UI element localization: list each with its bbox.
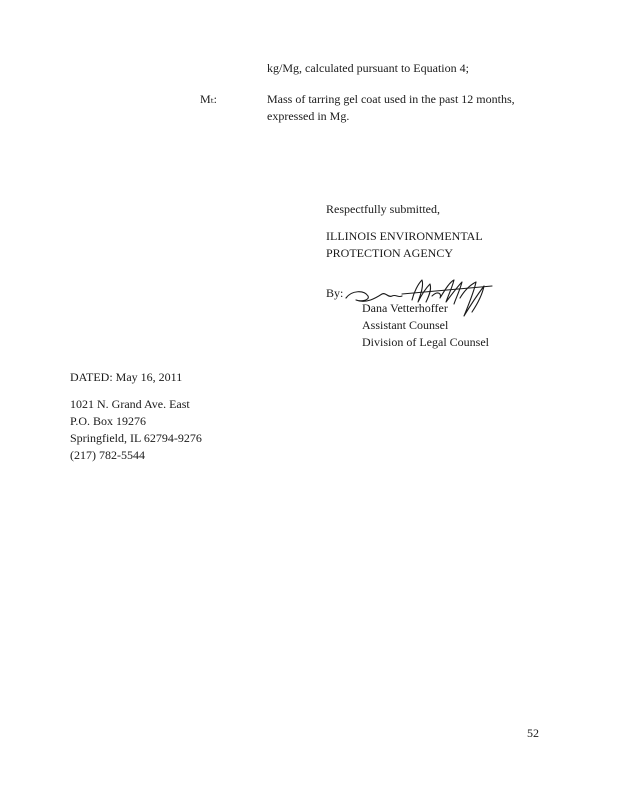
signer-title: Assistant Counsel [362, 318, 449, 332]
page-number: 52 [527, 726, 539, 740]
variable-definition [267, 91, 515, 125]
definition-continuation: kg/Mg, calculated pursuant to Equation 4; [267, 61, 469, 75]
variable-definition-line: expressed in Mg. [267, 109, 350, 123]
agency-name-line: PROTECTION AGENCY [326, 246, 454, 260]
address-street: 1021 N. Grand Ave. East [70, 397, 190, 411]
variable-definition-line: Mass of tarring gel coat used in the past 12 months, [267, 92, 515, 106]
variable-symbol: Mₜ: [200, 92, 217, 106]
closing-salutation: Respectfully submitted, [326, 202, 440, 216]
agency-name-line: ILLINOIS ENVIRONMENTAL [326, 229, 483, 243]
dated-line: DATED: May 16, 2011 [70, 370, 183, 384]
by-label: By: [326, 286, 344, 300]
address-po-box: P.O. Box 19276 [70, 414, 147, 428]
signature-stroke [412, 280, 431, 302]
signer-division: Division of Legal Counsel [362, 335, 489, 349]
agency-name [326, 228, 483, 262]
signer-name: Dana Vetterhoffer [362, 301, 448, 315]
address-phone: (217) 782-5544 [70, 448, 145, 462]
signer-block [362, 300, 489, 351]
address-city: Springfield, IL 62794-9276 [70, 431, 202, 445]
address-block [70, 396, 202, 464]
